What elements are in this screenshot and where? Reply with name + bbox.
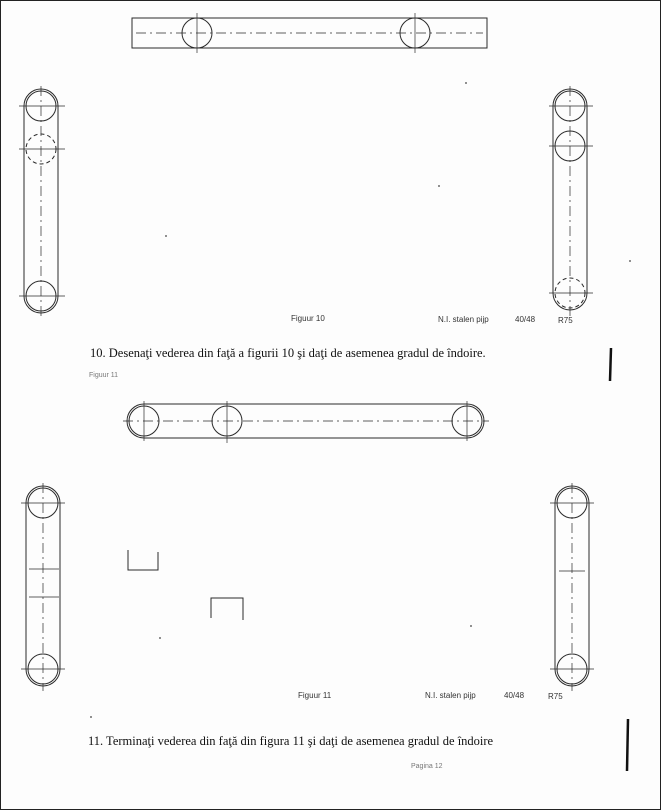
cut-off-heading-fragment: Figuur 11: [89, 372, 119, 379]
scan-marks: [90, 82, 631, 771]
fig10-radius: R75: [558, 316, 573, 325]
fig10-ratio: 40/48: [515, 315, 536, 324]
fig10-spec: N.I. stalen pijp: [438, 315, 489, 324]
fig10-right-view-bar: [549, 86, 593, 316]
fig10-caption: Figuur 10: [291, 314, 325, 323]
fig10-top-view-bar: [132, 13, 487, 53]
fig11-left-view-bar: [21, 483, 65, 691]
cut-off-footer-fragment: Pagina 12: [411, 763, 443, 770]
fig11-spec: N.I. stalen pijp: [425, 691, 476, 700]
fig11-radius: R75: [548, 692, 563, 701]
bracket-symbols: [128, 550, 243, 620]
technical-drawing: [1, 1, 660, 809]
fig11-ratio: 40/48: [504, 691, 525, 700]
question-10: 10. Desenaţi vederea din faţă a figurii 10 şi daţi de asemenea gradul de îndoire.: [90, 346, 486, 360]
fig11-caption: Figuur 11: [298, 691, 332, 700]
fig11-right-view-bar: [550, 483, 594, 691]
fig11-top-view-bar: [123, 401, 489, 443]
question-11: 11. Terminaţi vederea din faţă din figura 11 şi daţi de asemenea gradul de îndoire: [88, 734, 494, 748]
fig10-left-view-bar: [19, 86, 65, 319]
